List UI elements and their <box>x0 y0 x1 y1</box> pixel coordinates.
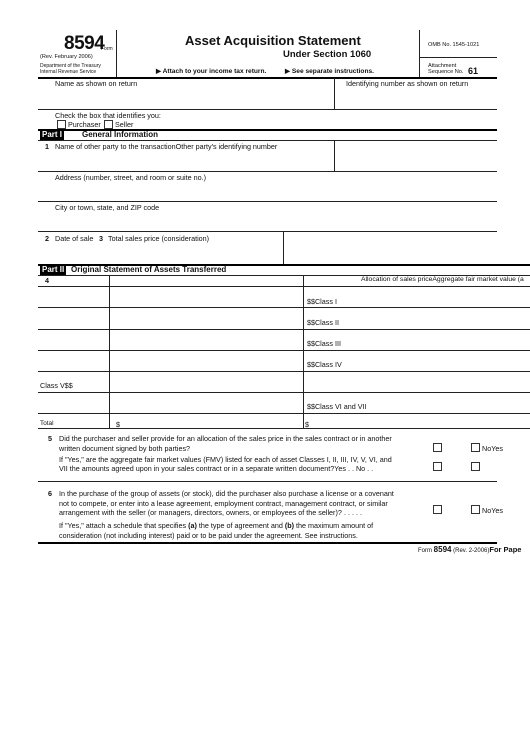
total-label: Total <box>40 420 54 427</box>
footer-tail: For Pape <box>489 545 522 554</box>
q6-text-4a: If "Yes," attach a schedule that specifies <box>59 521 189 530</box>
q6-b-marker: (b) <box>284 521 295 530</box>
footer-form-label: Form <box>418 548 432 554</box>
total-fmv-field[interactable] <box>122 416 300 427</box>
omb-number: OMB No. 1545-1021 <box>428 42 480 48</box>
name-label: Name as shown on return <box>55 79 138 88</box>
q5-text-line-1: Did the purchaser and seller provide for an allocation of the sales price in the sales contract or in another <box>59 434 392 443</box>
sequence-label: Sequence No. <box>428 69 464 75</box>
part2-total-rule <box>38 428 530 429</box>
see-instructions: ▶ See separate instructions. <box>285 68 374 75</box>
line1-divider <box>334 140 335 171</box>
address-field[interactable] <box>55 183 495 200</box>
address-bottom-rule <box>38 201 497 202</box>
q5-number: 5 <box>48 434 52 443</box>
q5-yesno-tail: Yes . . No . . <box>334 464 374 473</box>
seller-checkbox[interactable] <box>104 120 113 129</box>
footer-revision: (Rev. 2-2006) <box>453 548 490 554</box>
part1-title: General Information <box>82 130 159 139</box>
city-label: City or town, state, and ZIP code <box>55 203 160 212</box>
part2-title: Original Statement of Assets Transferred <box>71 265 227 274</box>
q6-no-checkbox[interactable] <box>471 505 480 514</box>
q6-text-4b: the type of agreement and <box>196 521 285 530</box>
q6-noyes-label: NoYes <box>482 506 503 515</box>
q5-text-line-4-main: VII the amounts agreed upon in your sales contract or in a separate written document? <box>59 464 335 473</box>
q5-text-line-2: written document signed by both parties? <box>59 444 191 453</box>
sequence-number: 61 <box>468 66 479 76</box>
class-5-row-label: Class V$$ <box>40 381 73 390</box>
name-id-divider <box>334 78 335 109</box>
total-sales-price-field[interactable] <box>108 245 280 262</box>
part1-title-rule <box>38 140 497 141</box>
line1-other-party-name-label <box>55 142 277 151</box>
name-field[interactable] <box>55 89 331 107</box>
q6-text-4c: the maximum amount of <box>294 521 374 530</box>
line1-number: 1 <box>45 142 49 151</box>
department-line-1: Department of the Treasury <box>40 63 101 69</box>
part2-tag: Part II <box>42 265 65 274</box>
line4-header-rule <box>38 286 530 287</box>
class-4-row-rule <box>38 371 530 372</box>
line1a-text: Name of other party to the transaction <box>55 142 176 151</box>
attachment-label: Attachment <box>428 63 457 69</box>
part2-col-divider-2 <box>303 275 304 428</box>
line2-number: 2 <box>45 234 49 243</box>
class-1-row-label: $$Class I <box>307 297 337 306</box>
form-title: Asset Acquisition Statement <box>185 33 361 48</box>
q6-text-line-5: consideration (not including interest) paid or to be paid under the agreement. See instructions. <box>59 531 358 540</box>
department-line-2: Internal Revenue Service <box>40 69 97 75</box>
q5b-yes-checkbox[interactable] <box>433 462 442 471</box>
line1b-text: Other party's identifying number <box>175 142 278 151</box>
class-1-row-rule <box>38 307 530 308</box>
q6-a-marker: (a) <box>188 521 197 530</box>
other-party-id-field[interactable] <box>337 152 497 170</box>
class-5-row-rule <box>38 392 530 393</box>
class-3-row-label: $$Class III <box>307 339 341 348</box>
line2-label: Date of sale <box>55 234 94 243</box>
footer-form-number: 8594 <box>433 545 452 554</box>
q5-text-line-3: If "Yes," are the aggregate fair market values (FMV) listed for each of asset Classes I, II, III, IV, V, VI, and <box>59 455 392 464</box>
city-bottom-rule <box>38 231 497 232</box>
header-omb-divider <box>419 57 497 58</box>
check-label: Check the box that identifies you: <box>55 111 161 120</box>
line3-number: 3 <box>99 234 103 243</box>
purchaser-label: Purchaser <box>68 120 101 129</box>
class-2-row-label: $$Class II <box>307 318 339 327</box>
q6-yes-checkbox[interactable] <box>433 505 442 514</box>
address-label: Address (number, street, and room or suite no.) <box>55 173 207 182</box>
part2-col-divider-1 <box>109 275 110 428</box>
q6-dot-leader: . . . . . <box>344 508 362 517</box>
q6-number: 6 <box>48 489 52 498</box>
line3-divider <box>283 231 284 264</box>
class-6-7-row-label: $$Class VI and VII <box>307 402 367 411</box>
other-party-name-field[interactable] <box>55 152 331 170</box>
part1-tag: Part I <box>42 130 63 139</box>
class-4-row-label: $$Class IV <box>307 360 342 369</box>
q6-text-line-3: arrangement with the seller (or managers, directors, owners, or employees of the seller)? <box>59 508 342 517</box>
allocation-column-header: Allocation of sales priceAggregate fair market value (a <box>361 276 524 283</box>
line4-number: 4 <box>45 276 49 285</box>
form-label: Form <box>101 46 113 52</box>
q6-bottom-rule <box>38 542 497 544</box>
q6-text-line-2: not to compete, or enter into a lease agreement, employment contract, management contract, or similar <box>59 499 388 508</box>
line3-label: Total sales price (consideration) <box>108 234 210 243</box>
id-field[interactable] <box>337 89 497 107</box>
header-divider-left <box>116 30 117 77</box>
date-of-sale-field[interactable] <box>55 245 95 262</box>
form-number: 8594 <box>64 33 105 54</box>
q5-yes-checkbox[interactable] <box>433 443 442 452</box>
q5-text-line-4 <box>59 464 373 473</box>
name-row-rule <box>38 109 497 110</box>
class-3-row-rule <box>38 350 530 351</box>
q5-noyes-label: NoYes <box>482 444 503 453</box>
revision-date: (Rev. February 2006) <box>40 54 93 60</box>
seller-label: Seller <box>115 120 134 129</box>
line1-bottom-rule <box>38 171 497 172</box>
total-dollar-1: $ <box>116 420 120 429</box>
total-allocation-field[interactable] <box>311 416 497 427</box>
total-dollar-2: $ <box>305 420 309 429</box>
purchaser-checkbox[interactable] <box>57 120 66 129</box>
q6-text-line-4 <box>59 521 373 530</box>
header-divider-right <box>419 30 420 77</box>
class-2-row-rule <box>38 329 530 330</box>
class-6-7-row-rule <box>38 413 530 414</box>
id-label: Identifying number as shown on return <box>346 79 469 88</box>
form-subtitle: Under Section 1060 <box>283 49 372 60</box>
q5-bottom-rule <box>38 481 497 482</box>
attach-instruction: ▶ Attach to your income tax return. <box>156 68 267 75</box>
form-footer <box>418 545 521 554</box>
q6-text-line-1: In the purchase of the group of assets (or stock), did the purchaser also purchase a license or a covenant <box>59 489 394 498</box>
q5-no-checkbox[interactable] <box>471 443 480 452</box>
q5b-no-checkbox[interactable] <box>471 462 480 471</box>
city-field[interactable] <box>55 213 495 230</box>
